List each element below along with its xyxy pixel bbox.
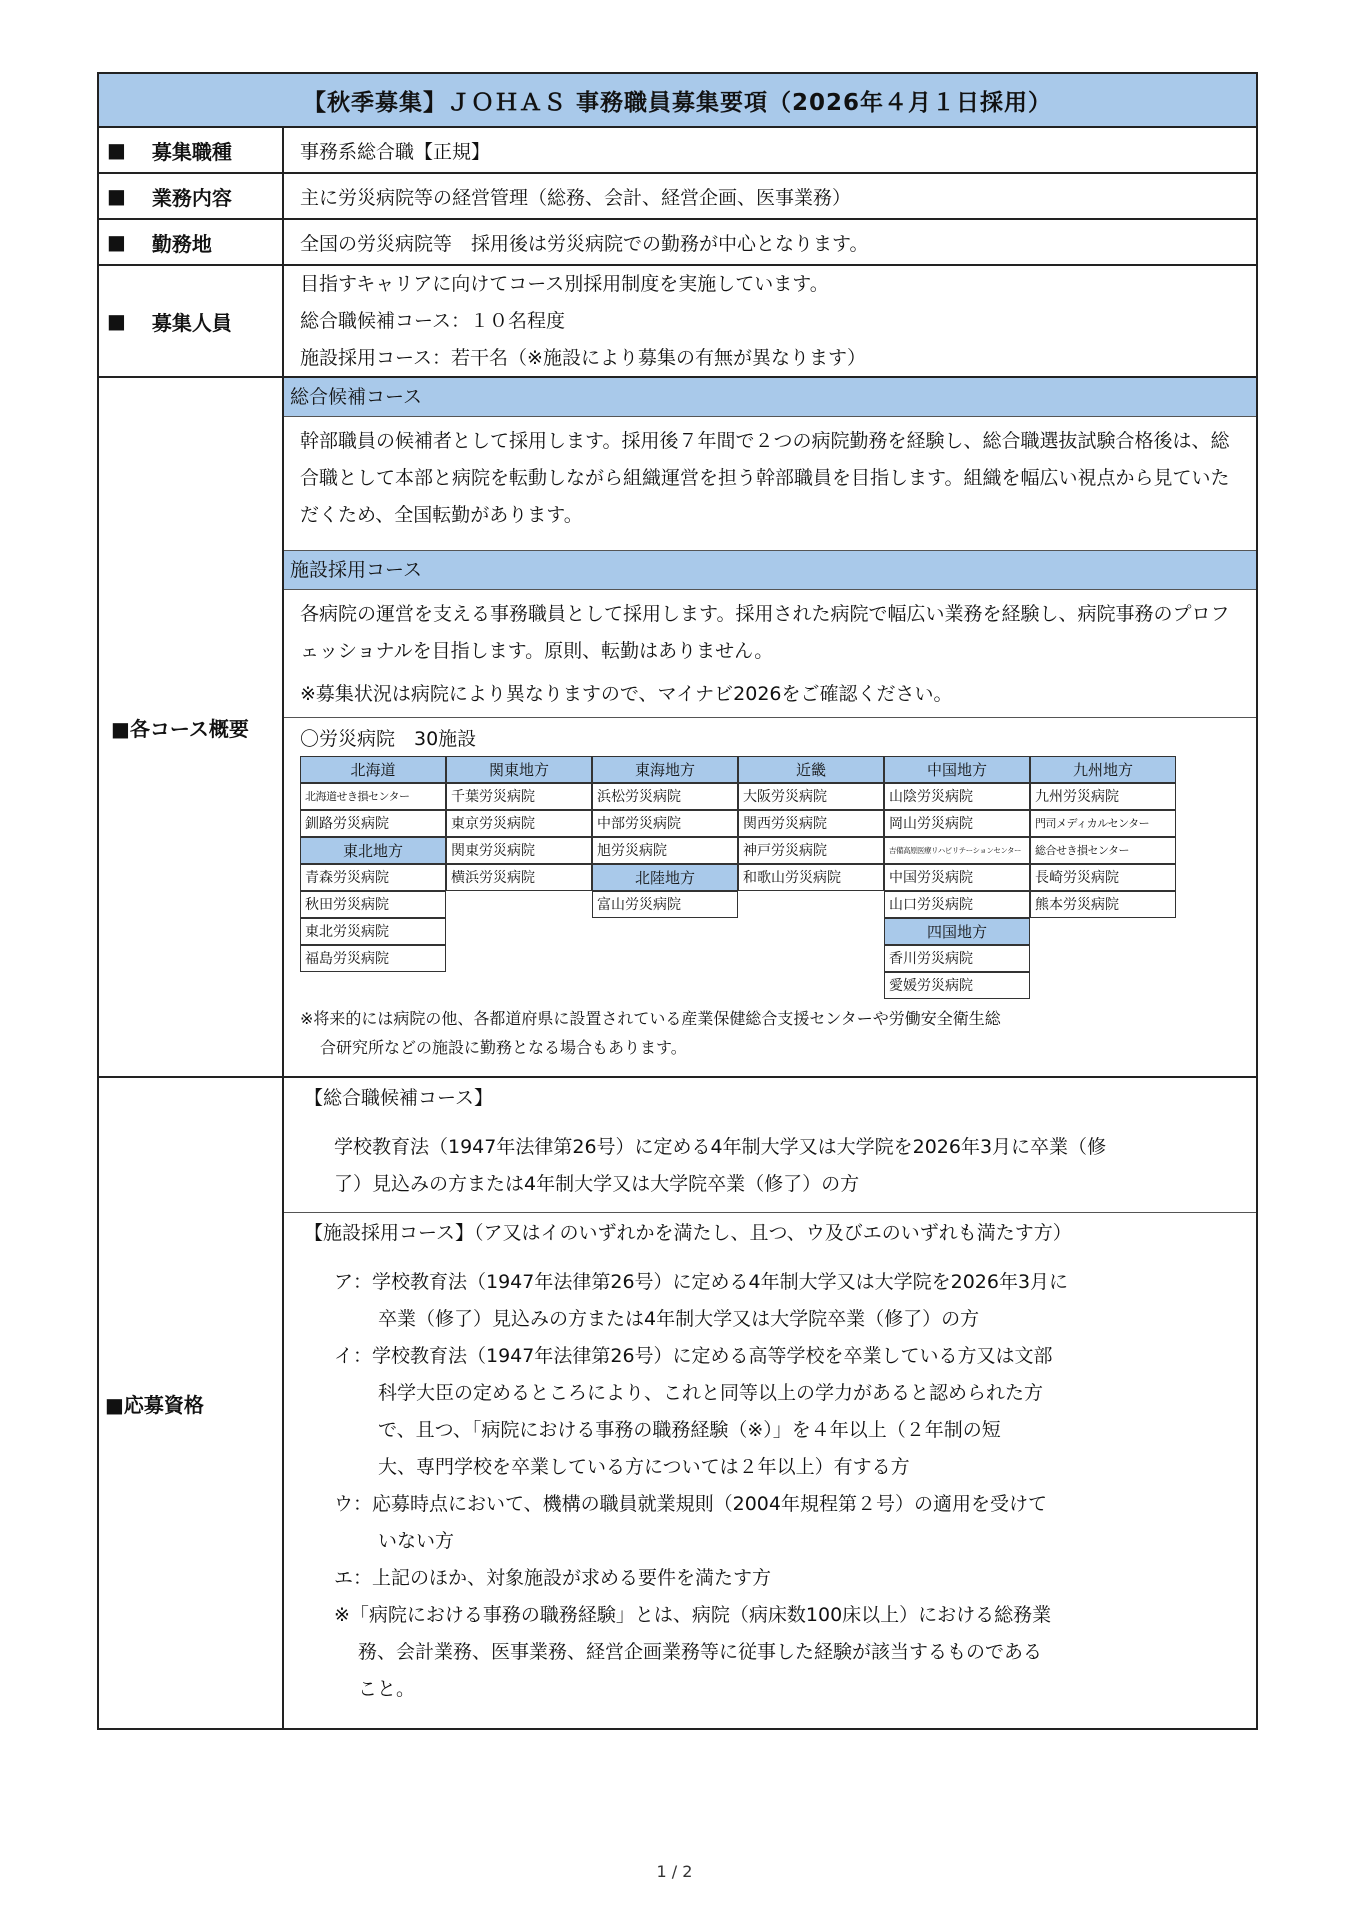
hospital-item: 吉備高原医療リハビリテーションセンター (884, 837, 1030, 864)
label-job-type: 募集職種 (151, 139, 232, 164)
hospital-item: 香川労災病院 (884, 945, 1030, 972)
future-note: 合研究所などの施設に勤務となる場合もあります。 (320, 1038, 687, 1057)
qual-note: ※「病院における事務の職務経験」とは、病院（病床数100床以上）における総務業 (334, 1604, 1052, 1626)
qual-item-i-cont: で、且つ、「病院における事務の職務経験（※）」を４年以上（２年制の短 (378, 1419, 1001, 1441)
hospital-item: 中国労災病院 (884, 864, 1030, 891)
hospital-item: 熊本労災病院 (1030, 891, 1176, 918)
region-hokuriku: 北陸地方 (592, 864, 738, 891)
qual-note-cont: こと。 (358, 1678, 416, 1700)
recruitment-sheet (97, 72, 1258, 1730)
future-note: ※将来的には病院の他、各都道府県に設置されている産業保健総合支援センターや労働安全衛生総 (300, 1009, 1001, 1028)
hospital-item: 大阪労災病院 (738, 783, 884, 810)
page-title: 【秋季募集】ＪＯＨＡＳ 事務職員募集要項（2026年４月１日採用） (97, 72, 1258, 128)
hospital-item: 旭労災病院 (592, 837, 738, 864)
bullet-square: ■ (107, 309, 126, 333)
row-work-location (97, 220, 1258, 266)
hospital-item: 北海道せき損センター (300, 783, 446, 810)
shisetsu-course-header: 施設採用コース (284, 550, 1256, 590)
region-hokkaido: 北海道 (300, 756, 446, 783)
hospital-item: 和歌山労災病院 (738, 864, 884, 891)
hospital-item: 総合せき損センター (1030, 837, 1176, 864)
hospital-item: 千葉労災病院 (446, 783, 592, 810)
qual-item-i-cont: 科学大臣の定めるところにより、これと同等以上の学力があると認められた方 (378, 1382, 1044, 1404)
hospital-grid (300, 756, 1256, 994)
qual-item-i-cont: 大、専門学校を卒業している方については２年以上）有する方 (378, 1456, 910, 1478)
row-headcount (97, 266, 1258, 378)
hospitals-title: 〇労災病院 30施設 (300, 728, 477, 750)
row-work-content (97, 174, 1258, 220)
qual-item-i: イ：学校教育法（1947年法律第26号）に定める高等学校を卒業している方又は文部 (334, 1345, 1053, 1367)
headcount-line: 施設採用コース：若干名（※施設により募集の有無が異なります） (300, 347, 866, 369)
bullet-square: ■ (107, 138, 126, 162)
hospital-item: 山口労災病院 (884, 891, 1030, 918)
hospital-item: 東北労災病院 (300, 918, 446, 945)
label-headcount: 募集人員 (151, 310, 232, 335)
label-work-content: 業務内容 (151, 185, 232, 210)
region-kinki: 近畿 (738, 756, 884, 783)
hospital-item: 愛媛労災病院 (884, 972, 1030, 999)
sogo-course-header: 総合候補コース (284, 378, 1256, 417)
value-job-type: 事務系総合職【正規】 (300, 140, 491, 163)
bullet-square: ■ (107, 230, 126, 254)
hospital-item: 関西労災病院 (738, 810, 884, 837)
hospital-item: 東京労災病院 (446, 810, 592, 837)
qual-item-a-cont: 卒業（修了）見込みの方または4年制大学又は大学院卒業（修了）の方 (378, 1308, 980, 1330)
value-work-content: 主に労災病院等の経営管理（総務、会計、経営企画、医事業務） (300, 186, 852, 209)
row-job-type (97, 128, 1258, 174)
hospital-item: 関東労災病院 (446, 837, 592, 864)
qual-sogo-line: 学校教育法（1947年法律第26号）に定める4年制大学又は大学院を2026年3月に卒業（修 (334, 1136, 1107, 1158)
sogo-course-text: 幹部職員の候補者として採用します。採用後７年間で２つの病院勤務を経験し、総合職選抜試験合格後は、総合職として本部と病院を転動しながら組織運営を担う幹部職員を目指します。組織を幅広い視点から見ていただくため、全国転勤があります。 (300, 430, 1230, 526)
row-qualifications (97, 1078, 1258, 1730)
hospital-item: 秋田労災病院 (300, 891, 446, 918)
qual-item-u-cont: いない方 (378, 1530, 455, 1552)
qual-shisetsu-header: 【施設採用コース】（ア又はイのいずれかを満たし、且つ、ウ及びエのいずれも満たす方） (304, 1222, 1072, 1244)
hospital-item: 青森労災病院 (300, 864, 446, 891)
hospital-item: 富山労災病院 (592, 891, 738, 918)
shisetsu-course-text: 各病院の運営を支える事務職員として採用します。採用された病院で幅広い業務を経験し、病院事務のプロフェッショナルを目指します。原則、転勤はありません。 (300, 603, 1230, 662)
headcount-line: 総合職候補コース：１０名程度 (300, 310, 566, 332)
hospital-item: 浜松労災病院 (592, 783, 738, 810)
qual-item-u: ウ：応募時点において、機構の職員就業規則（2004年規程第２号）の適用を受けて (334, 1493, 1047, 1515)
region-tokai: 東海地方 (592, 756, 738, 783)
hospital-item: 九州労災病院 (1030, 783, 1176, 810)
hospital-item: 長崎労災病院 (1030, 864, 1176, 891)
label-work-location: 勤務地 (151, 231, 212, 256)
qual-item-a: ア：学校教育法（1947年法律第26号）に定める4年制大学又は大学院を2026年3月に (334, 1271, 1069, 1293)
qual-sogo-header: 【総合職候補コース】 (304, 1087, 494, 1109)
hospital-item: 門司メディカルセンター (1030, 810, 1176, 837)
hospital-item: 中部労災病院 (592, 810, 738, 837)
hospital-item: 岡山労災病院 (884, 810, 1030, 837)
headcount-line: 目指すキャリアに向けてコース別採用制度を実施しています。 (300, 273, 829, 295)
hospital-item: 横浜労災病院 (446, 864, 592, 891)
label-course-overview: ■各コース概要 (99, 378, 284, 1076)
hospital-item: 山陰労災病院 (884, 783, 1030, 810)
page-number: 1 / 2 (656, 1862, 693, 1881)
row-course-overview (97, 378, 1258, 1078)
region-chugoku: 中国地方 (884, 756, 1030, 783)
shisetsu-course-note: ※募集状況は病院により異なりますので、マイナビ2026をご確認ください。 (300, 683, 953, 705)
region-kyushu: 九州地方 (1030, 756, 1176, 783)
region-tohoku: 東北地方 (300, 837, 446, 864)
qual-item-e: エ：上記のほか、対象施設が求める要件を満たす方 (334, 1567, 772, 1589)
qual-note-cont: 務、会計業務、医事業務、経営企画業務等に従事した経験が該当するものである (358, 1641, 1043, 1663)
qual-sogo-line: 了）見込みの方または4年制大学又は大学院卒業（修了）の方 (334, 1173, 860, 1195)
hospital-item: 神戸労災病院 (738, 837, 884, 864)
bullet-square: ■ (107, 184, 126, 208)
region-shikoku: 四国地方 (884, 918, 1030, 945)
hospital-item: 釧路労災病院 (300, 810, 446, 837)
hospital-item: 福島労災病院 (300, 945, 446, 972)
region-kanto: 関東地方 (446, 756, 592, 783)
label-qualifications: ■応募資格 (99, 1078, 284, 1728)
value-work-location: 全国の労災病院等 採用後は労災病院での勤務が中心となります。 (300, 232, 869, 255)
